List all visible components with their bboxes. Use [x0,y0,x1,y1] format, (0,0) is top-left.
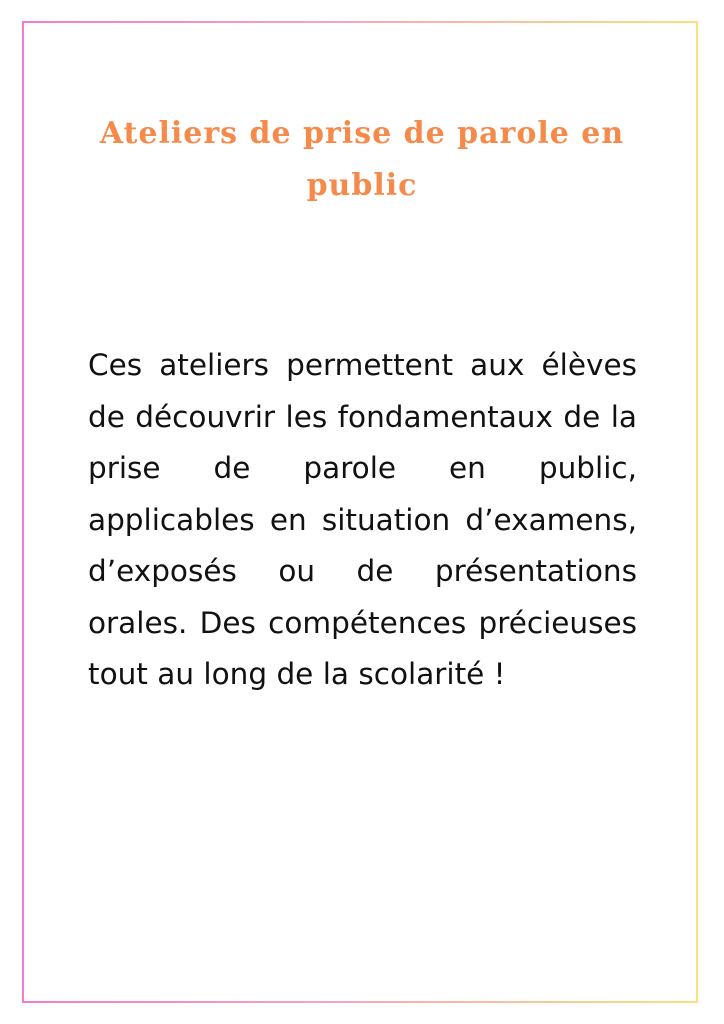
page-title: Ateliers de prise de parole en public [99,116,625,203]
description-paragraph: Ces ateliers permettent aux élèves de découvrir les fondamentaux de la prise de parole en public, applicables en situation d’examens, d’exposés ou de présentations orales. Des compétences précieuses tout au long de la scolarité ! [88,348,637,691]
